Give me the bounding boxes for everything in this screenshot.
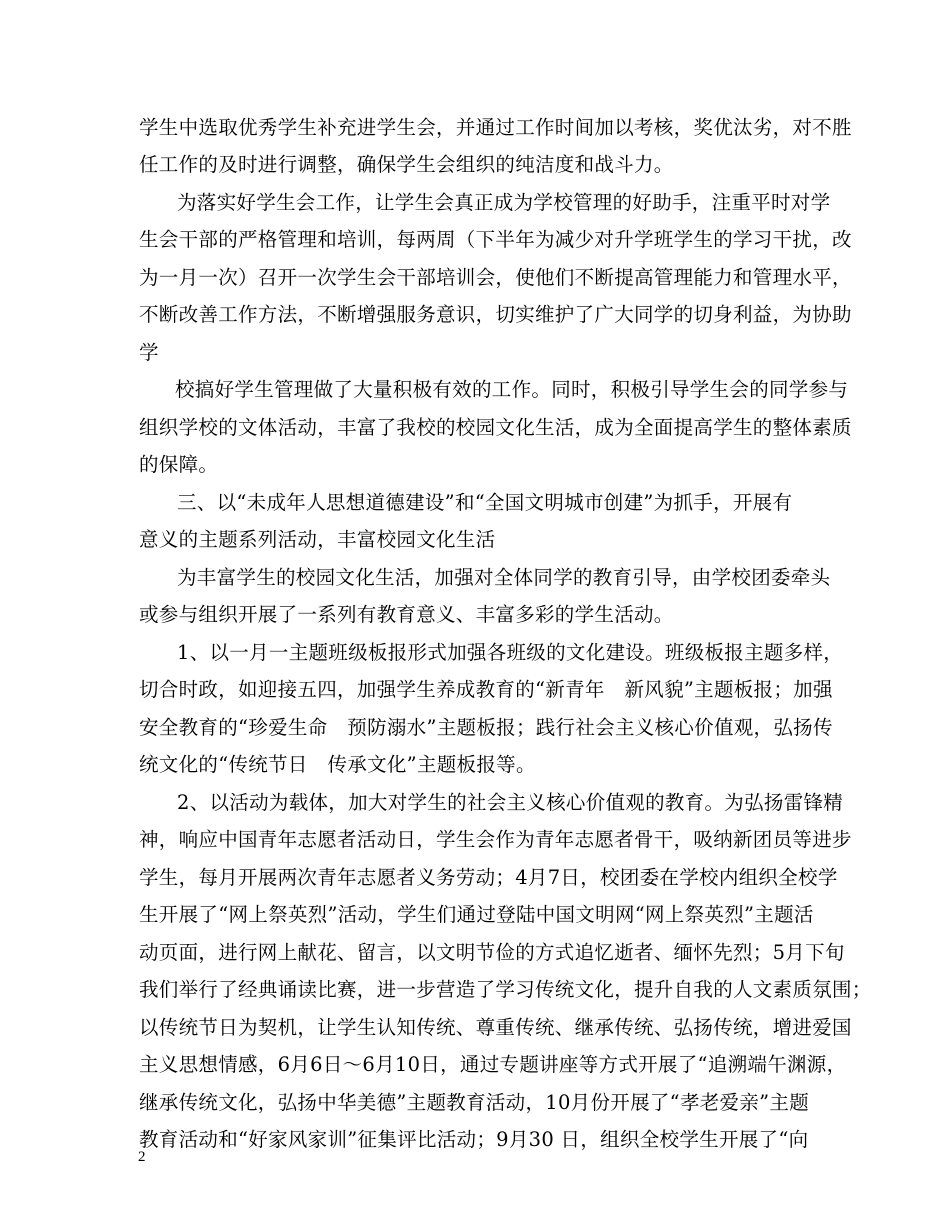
text-line: 切合时政，如迎接五四，加强学生养成教育的“新青年 新风貌”主题板报；加强 — [139, 678, 833, 701]
text-line: 为一月一次）召开一次学生会干部培训会，使他们不断提高管理能力和管理水平， — [139, 266, 852, 289]
text-line: 不断改善工作方法，不断增强服务意识，切实维护了广大同学的切身利益，为协助 — [139, 303, 852, 326]
text-line: 学生中选取优秀学生补充进学生会，并通过工作时间加以考核，奖优汰劣，对不胜 — [139, 116, 852, 139]
page-number: 2 — [138, 1149, 146, 1165]
text-line: 2、以活动为载体，加大对学生的社会主义核心价值观的教育。为弘扬雷锋精 — [177, 791, 844, 814]
text-line: 以传统节日为契机，让学生认知传统、尊重传统、继承传统、弘扬传统，增进爱国 — [139, 1016, 852, 1039]
section-heading-line: 意义的主题系列活动，丰富校园文化生活 — [139, 528, 496, 551]
text-line: 主义思想情感，6月6日～6月10日，通过专题讲座等方式开展了“追溯端午渊源， — [139, 1053, 847, 1076]
text-line: 1、以一月一主题班级板报形式加强各班级的文化建设。班级板报主题多样， — [177, 641, 844, 664]
text-line: 为丰富学生的校园文化生活，加强对全体同学的教育引导，由学校团委牵头 — [177, 566, 831, 589]
text-line: 我们举行了经典诵读比赛，进一步营造了学习传统文化，提升自我的人文素质氛围； — [139, 978, 872, 1001]
text-line: 教育活动和“好家风家训”征集评比活动；9月30 日，组织全校学生开展了“向 — [139, 1128, 809, 1151]
text-line: 生会干部的严格管理和培训，每两周（下半年为减少对升学班学生的学习干扰，改 — [139, 228, 852, 251]
text-line: 或参与组织开展了一系列有教育意义、丰富多彩的学生活动。 — [139, 603, 674, 626]
text-line: 继承传统文化，弘扬中华美德”主题教育活动，10月份开展了“孝老爱亲”主题 — [139, 1091, 810, 1114]
text-line: 学生，每月开展两次青年志愿者义务劳动；4月7日，校团委在学校内组织全校学 — [139, 866, 838, 889]
text-line: 统文化的“传统节日 传承文化”主题板报等。 — [139, 753, 536, 776]
text-line: 任工作的及时进行调整，确保学生会组织的纯洁度和战斗力。 — [139, 153, 674, 176]
text-line: 组织学校的文体活动，丰富了我校的校园文化生活，成为全面提高学生的整体素质 — [139, 416, 852, 439]
text-line: 校搞好学生管理做了大量积极有效的工作。同时，积极引导学生会的同学参与 — [175, 378, 849, 401]
text-line: 的保障。 — [139, 453, 219, 476]
text-line: 神，响应中国青年志愿者活动日，学生会作为青年志愿者骨干，吸纳新团员等进步 — [139, 828, 852, 851]
section-heading-line: 三、以“未成年人思想道德建设”和“全国文明城市创建”为抓手，开展有 — [177, 491, 793, 514]
text-line: 动页面，进行网上献花、留言，以文明节俭的方式追忆逝者、缅怀先烈；5月下旬 — [139, 941, 845, 964]
text-line: 生开展了“网上祭英烈”活动，学生们通过登陆中国文明网“网上祭英烈”主题活 — [139, 903, 814, 926]
text-line: 为落实好学生会工作，让学生会真正成为学校管理的好助手，注重平时对学 — [177, 191, 831, 214]
text-line: 安全教育的“珍爱生命 预防溺水”主题板报；践行社会主义核心价值观，弘扬传 — [139, 716, 833, 739]
text-line: 学 — [139, 341, 159, 364]
